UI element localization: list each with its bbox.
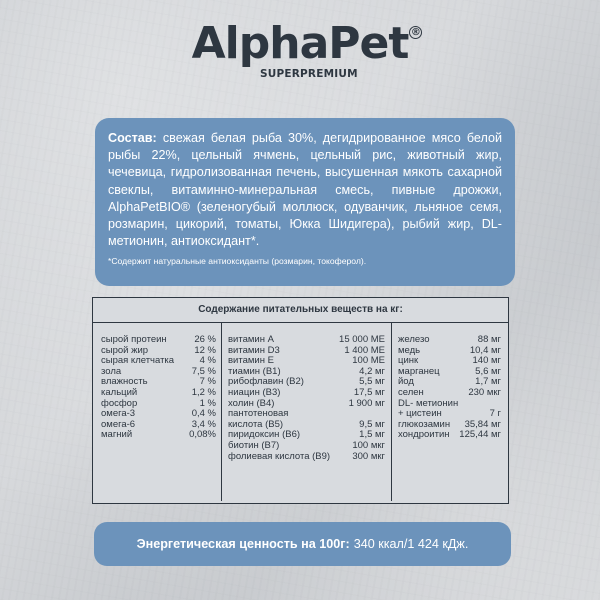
nutrient-value: 0,4 % [191,408,216,420]
nutrient-name: хондроитин [398,429,450,441]
nutrient-value: 17,5 мг [353,386,385,398]
nutrient-name: железо [398,334,430,345]
nutrient-name: сырая клетчатка [101,355,175,367]
registered-trademark-icon: ® [410,27,421,38]
composition-panel [95,118,515,286]
nutrient-value: 100 МЕ [352,355,385,367]
nutrient-value: 26 % [194,334,216,345]
composition-ingredients: свежая белая рыба 30%, дегидрированное мясо белой рыбы 22%, цельный ячмень, цельный рис, животный жир, чечевица, гидролизованная печень, высушенная мякоть сахарной свеклы, витаминно-минеральная смесь, пивные дрожжи, AlphaPetBIO® (зеленогубый моллюск, одуванчик, льняное семя, розмарин, цикорий, томаты, Юкка Шидигера), рыбий жир, DL-метионин, антиоксидант*. [108,131,503,249]
nutrient-value: 1 900 мг [348,397,385,409]
nutrient-name: кальций [101,386,138,398]
nutrient-value: 100 мкг [352,439,385,451]
nutrient-column-macros [93,323,222,501]
nutrient-name: фолиевая кислота (В9) [228,450,331,462]
nutrient-value: 88 мг [477,334,501,345]
nutrient-name: витамин Е [228,355,274,367]
nutrient-name: пиридоксин (В6) [228,429,301,441]
nutrient-value: 5,5 мг [359,376,385,388]
logo-text: AlphaPet [191,18,409,69]
nutrient-value: 1 400 МЕ [344,344,385,356]
nutrient-name: магний [101,429,133,441]
nutrient-name: сырой протеин [101,334,167,345]
nutrient-value: 3,4 % [191,418,216,430]
nutrient-name: омега-6 [101,418,136,430]
nutrient-name: витамин А [228,334,274,345]
nutrient-table-title: Содержание питательных веществ на кг: [93,298,508,323]
nutrient-value: 230 мкг [468,386,501,398]
nutrient-name: медь [398,344,421,356]
composition-label: Состав: [108,131,157,145]
nutrient-row [228,388,385,399]
nutrient-value: 1,2 % [191,386,216,398]
nutrient-name: марганец [398,365,440,377]
nutrient-value: 12 % [194,344,216,356]
nutrient-value: 35,84 мг [464,418,501,430]
nutrient-row [398,430,501,441]
nutrient-value: 5,6 мг [475,365,501,377]
nutrient-name: пантотеновая [228,408,289,420]
logo-wordmark [191,18,421,69]
nutrient-row [101,388,216,399]
nutrient-name: глюкозамин [398,418,451,430]
nutrient-name: сырой жир [101,344,149,356]
nutrient-value: 1 % [199,397,216,409]
energy-value-bar [94,522,511,566]
nutrient-value: 7,5 % [191,365,216,377]
nutrient-name: витамин D3 [228,344,280,356]
nutrient-row [228,441,385,452]
nutrient-name: холин (В4) [228,397,275,409]
nutrient-value: 9,5 мг [359,418,385,430]
nutrient-name: цинк [398,355,419,367]
nutrient-value: 1,5 мг [359,429,385,441]
nutrient-row [101,335,216,346]
nutrient-name: биотин (В7) [228,439,280,451]
nutrient-row [398,388,501,399]
nutrient-name: DL- метионин [398,397,459,409]
nutrient-name: омега-3 [101,408,136,420]
logo-tagline: SUPERPREMIUM [260,68,358,80]
nutrient-name: зола [101,365,122,377]
nutrient-value: 7 % [199,376,216,388]
brand-logo [0,20,600,68]
composition-text [108,130,502,250]
nutrient-row [228,452,385,463]
composition-footnote: *Содержит натуральные антиоксиданты (розмарин, токоферол). [108,256,367,267]
nutrient-name: кислота (В5) [228,418,284,430]
nutrient-value: 140 мг [472,355,501,367]
nutrient-value: 1,7 мг [475,376,501,388]
nutrient-name: селен [398,386,424,398]
nutrient-value: 0,08% [189,429,216,441]
nutrient-column-minerals [392,323,507,501]
nutrient-value: 15 000 МЕ [339,334,385,345]
nutrient-value: 10,4 мг [469,344,501,356]
energy-value: 340 ккал/1 424 кДж. [353,537,469,551]
nutrient-name: фосфор [101,397,138,409]
nutrient-name: влажность [101,376,148,388]
nutrient-name: йод [398,376,414,388]
nutrient-row [228,335,385,346]
nutrient-columns [93,323,508,501]
nutrient-value: 4,2 мг [359,365,385,377]
nutrient-table [92,297,509,504]
nutrient-row [398,335,501,346]
nutrient-value: 300 мкг [352,450,385,462]
nutrient-name: рибофлавин (В2) [228,376,304,388]
nutrient-name: тиамин (В1) [228,365,281,377]
nutrient-name: + цистеин [398,408,442,420]
nutrient-row [101,430,216,441]
energy-label: Энергетическая ценность на 100г: [136,537,350,551]
nutrient-value: 7 г [489,408,501,420]
nutrient-value: 125,44 мг [459,429,501,441]
nutrient-name: ниацин (В3) [228,386,281,398]
nutrient-value: 4 % [199,355,216,367]
nutrient-column-vitamins [222,323,392,501]
